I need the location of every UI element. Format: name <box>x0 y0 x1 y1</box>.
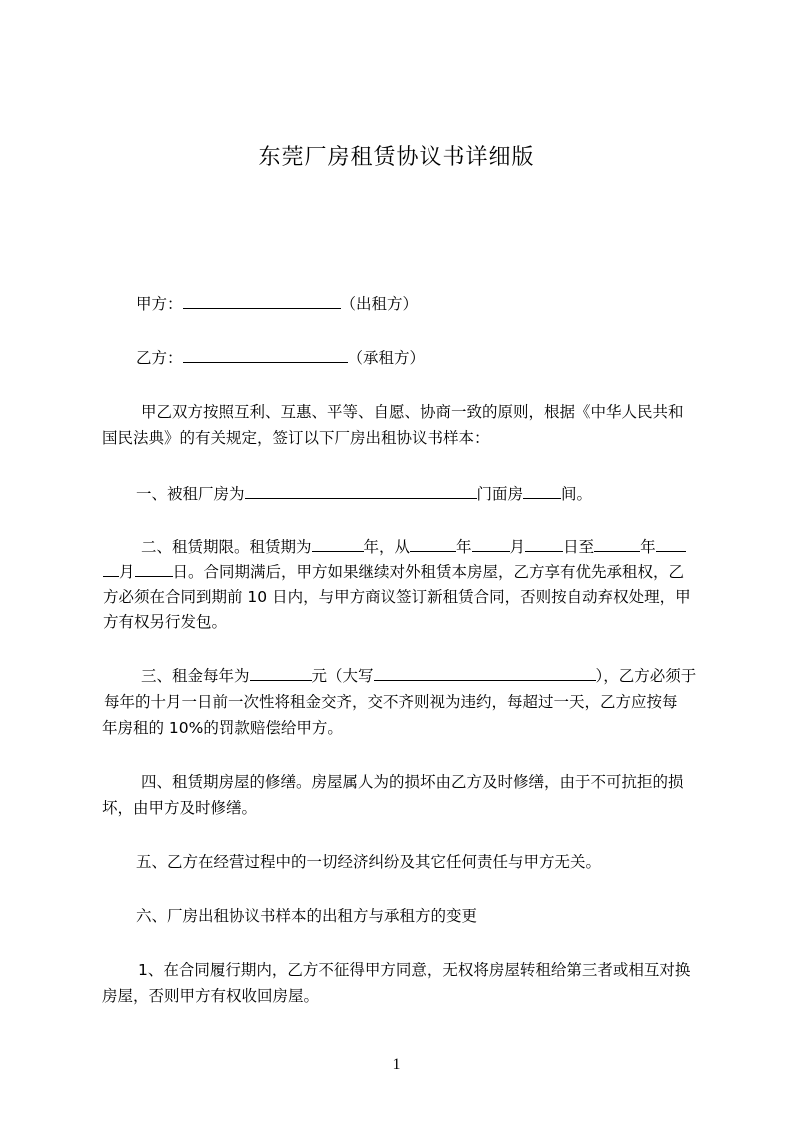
clause-3-prefix: 三、租金每年为 <box>141 667 250 685</box>
party-a-line <box>136 292 418 314</box>
clause-3-blank-amount-words <box>374 664 596 681</box>
clause-2-month-label: 月 <box>509 538 526 556</box>
clause-2-year-label: 年 <box>456 538 472 556</box>
party-b-line <box>136 346 425 368</box>
clause-3-line-1 <box>141 664 696 686</box>
clause-2-blank-start-day <box>525 535 563 552</box>
document-title: 东莞厂房租赁协议书详细版 <box>258 145 535 170</box>
clause-2-blank-start-year <box>410 535 456 552</box>
clause-2-blank-start-month <box>472 535 510 552</box>
clause-2-blank-end-month-b <box>103 560 119 577</box>
clause-1 <box>136 482 592 504</box>
intro-line-1: 甲乙双方按照互利、互惠、平等、自愿、协商一致的原则，根据《中华人民共和 <box>141 403 684 421</box>
clause-1-blank-location <box>245 482 477 499</box>
clause-1-prefix: 一、被租厂房为 <box>136 485 245 503</box>
clause-6-1-line-2: 房屋，否则甲方有权收回房屋。 <box>102 987 320 1005</box>
clause-3-line-2: 每年的十月一日前一次性将租金交齐，交不齐则视为违约，每超过一天，乙方应按每 <box>104 693 678 711</box>
clause-2-line-4: 方有权另行发包。 <box>103 613 228 631</box>
clause-2-blank-end-year <box>594 535 640 552</box>
clause-2-blank-end-month-a <box>656 535 686 552</box>
party-b-blank <box>183 346 348 363</box>
clause-2-line-2-text: 日。合同期满后，甲方如果继续对外租赁本房屋，乙方享有优先承租权，乙 <box>172 563 685 581</box>
party-a-blank <box>183 292 341 309</box>
party-b-role: （承租方） <box>347 349 426 367</box>
clause-1-mid: 门面房 <box>476 485 524 503</box>
clause-2-end-month-label: 月 <box>119 563 135 581</box>
clause-2-line-2 <box>103 560 684 582</box>
clause-6: 六、厂房出租协议书样本的出租方与承租方的变更 <box>136 907 478 925</box>
clause-2-year-from: 年，从 <box>363 538 411 556</box>
page-number: 1 <box>392 1056 401 1073</box>
clause-3-line-3: 年房租的 10%的罚款赔偿给甲方。 <box>102 719 343 737</box>
party-a-label: 甲方： <box>136 295 183 313</box>
clause-2-prefix: 二、租赁期限。租赁期为 <box>141 538 312 556</box>
clause-2-day-to: 日至 <box>563 538 595 556</box>
clause-4-line-2: 坏，由甲方及时修缮。 <box>102 799 258 817</box>
clause-4-line-1: 四、租赁期房屋的修缮。房屋属人为的损坏由乙方及时修缮，由于不可抗拒的损 <box>141 773 684 791</box>
clause-2-line-1 <box>141 535 686 557</box>
clause-3-mid: 元（大写 <box>311 667 374 685</box>
clause-1-end: 间。 <box>561 485 593 503</box>
party-a-role: （出租方） <box>340 295 419 313</box>
clause-2-line-3: 方必须在合同到期前 10 日内，与甲方商议签订新租赁合同，否则按自动弃权处理，甲 <box>103 588 691 606</box>
clause-3-end: ），乙方必须于 <box>595 667 697 685</box>
clause-2-end-year-label: 年 <box>640 538 656 556</box>
clause-5: 五、乙方在经营过程中的一切经济纠纷及其它任何责任与甲方无关。 <box>136 853 602 871</box>
clause-1-blank-count <box>523 482 561 499</box>
clause-6-1-line-1: 1、在合同履行期内，乙方不征得甲方同意，无权将房屋转租给第三者或相互对换 <box>138 961 691 979</box>
clause-2-blank-end-day <box>135 560 173 577</box>
clause-2-blank-term <box>312 535 364 552</box>
party-b-label: 乙方： <box>136 349 183 367</box>
clause-3-blank-amount <box>250 664 312 681</box>
intro-line-2: 国民法典》的有关规定，签订以下厂房出租协议书样本： <box>102 429 490 447</box>
